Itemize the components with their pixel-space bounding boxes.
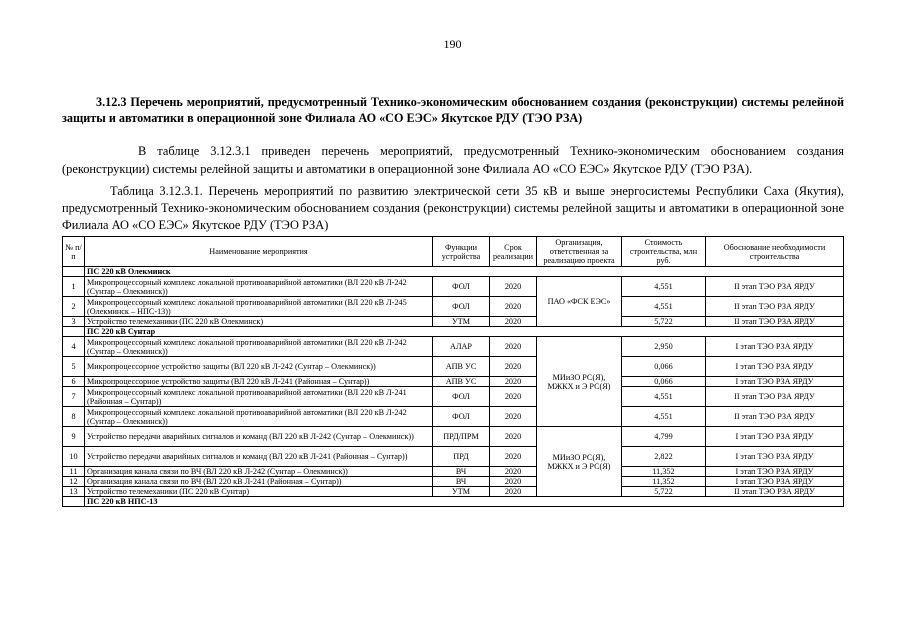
cell-num: 11 (63, 467, 85, 477)
table-row (63, 447, 844, 467)
cell-basis: I этап ТЭО РЗА ЯРДУ (706, 467, 844, 477)
intro-paragraph: В таблице 3.12.3.1 приведен перечень мероприятий, предусмотренный Технико-экономическим обоснованием создания (реконструкции) системы релейной защиты и автоматики в операционной зоне Филиала АО «СО ЕЭС» Якутское РДУ (ТЭО РЗА). (62, 144, 844, 176)
cell-num: 2 (63, 297, 85, 317)
table-row (63, 477, 844, 487)
cell-function: ВЧ (433, 467, 490, 477)
cell-function: АПВ УС (433, 357, 490, 377)
cell-function: ФОЛ (433, 387, 490, 407)
cell-name: Микропроцессорный комплекс локальной противоаварийной автоматики (ВЛ 220 кВ Л-242 (Сунтар – Олекминск)) (85, 277, 433, 297)
header-org: Организация, ответственная за реализацию проекта (537, 237, 622, 267)
cell-name: Микропроцессорный комплекс локальной противоаварийной автоматики (ВЛ 220 кВ Л-242 (Сунтар – Олекминск)) (85, 337, 433, 357)
cell-term: 2020 (490, 487, 537, 497)
cell-name: Микропроцессорное устройство защиты (ВЛ 220 кВ Л-241 (Районная – Сунтар)) (85, 377, 433, 387)
cell-num: 7 (63, 387, 85, 407)
cell-cost: 5,722 (622, 487, 706, 497)
table-row (63, 277, 844, 297)
cell-basis: I этап ТЭО РЗА ЯРДУ (706, 427, 844, 447)
header-num: № п/п (63, 237, 85, 267)
section-title: ПС 220 кВ Сунтар (85, 327, 844, 337)
cell-term: 2020 (490, 357, 537, 377)
cell-basis: II этап ТЭО РЗА ЯРДУ (706, 317, 844, 327)
cell-basis: I этап ТЭО РЗА ЯРДУ (706, 477, 844, 487)
cell-basis: II этап ТЭО РЗА ЯРДУ (706, 387, 844, 407)
table-row (63, 407, 844, 427)
section-row (63, 267, 844, 277)
cell-function: ФОЛ (433, 297, 490, 317)
section-row (63, 327, 844, 337)
cell-basis: II этап ТЭО РЗА ЯРДУ (706, 407, 844, 427)
table-row (63, 337, 844, 357)
cell-name: Устройство телемеханики (ПС 220 кВ Олекминск) (85, 317, 433, 327)
cell-cost: 0,066 (622, 377, 706, 387)
cell-basis: I этап ТЭО РЗА ЯРДУ (706, 337, 844, 357)
table-row (63, 297, 844, 317)
cell-cost: 11,352 (622, 477, 706, 487)
cell-term: 2020 (490, 297, 537, 317)
cell-function: УТМ (433, 487, 490, 497)
cell-cost: 2,950 (622, 337, 706, 357)
cell-cost: 4,551 (622, 387, 706, 407)
cell-cost: 5,722 (622, 317, 706, 327)
cell-name: Микропроцессорное устройство защиты (ВЛ 220 кВ Л-242 (Сунтар – Олекминск)) (85, 357, 433, 377)
cell-num: 4 (63, 337, 85, 357)
cell-function: ПРД (433, 447, 490, 467)
page-number: 190 (443, 37, 462, 51)
cell-cost: 11,352 (622, 467, 706, 477)
table-row (63, 377, 844, 387)
cell-function: ПРД/ПРМ (433, 427, 490, 447)
table-row (63, 467, 844, 477)
cell-term: 2020 (490, 277, 537, 297)
header-function: Функции устройства (433, 237, 490, 267)
cell-term: 2020 (490, 427, 537, 447)
table-caption: Таблица 3.12.3.1. Перечень мероприятий по развитию электрической сети 35 кВ и выше энергосистемы Республики Саха (Якутия), предусмотренный Технико-экономическим обоснованием создания (реконструкции) системы релейной защиты и автоматики в операционной зоне Филиала АО «СО ЕЭС» Якутское РДУ (ТЭО РЗА) (62, 184, 844, 232)
cell-cost: 4,551 (622, 407, 706, 427)
section-title: ПС 220 кВ Олекминск (85, 267, 844, 277)
cell-term: 2020 (490, 407, 537, 427)
cell-num: 10 (63, 447, 85, 467)
section-heading: 3.12.3 Перечень мероприятий, предусмотренный Технико-экономическим обоснованием создания (реконструкции) системы релейной защиты и автоматики в операционной зоне Филиала АО «СО ЕЭС» Якутское РДУ (ТЭО РЗА) (62, 95, 844, 125)
cell-term: 2020 (490, 447, 537, 467)
header-cost: Стоимость строительства, млн руб. (622, 237, 706, 267)
cell-org: ПАО «ФСК ЕЭС» (537, 277, 622, 327)
cell-function: ФОЛ (433, 407, 490, 427)
cell-basis: I этап ТЭО РЗА ЯРДУ (706, 377, 844, 387)
cell-term: 2020 (490, 467, 537, 477)
cell-function: АПВ УС (433, 377, 490, 387)
cell-name: Организация канала связи по ВЧ (ВЛ 220 кВ Л-242 (Сунтар – Олекминск)) (85, 467, 433, 477)
cell-cost: 4,551 (622, 297, 706, 317)
cell-num: 9 (63, 427, 85, 447)
cell-cost: 4,799 (622, 427, 706, 447)
header-name: Наименование мероприятия (85, 237, 433, 267)
cell-name: Устройство передачи аварийных сигналов и команд (ВЛ 220 кВ Л-241 (Районная – Сунтар)) (85, 447, 433, 467)
table-row (63, 387, 844, 407)
cell-function: УТМ (433, 317, 490, 327)
section-title: ПС 220 кВ НПС-13 (85, 497, 844, 507)
cell-num: 6 (63, 377, 85, 387)
table-header-row (63, 237, 844, 267)
cell-basis: II этап ТЭО РЗА ЯРДУ (706, 297, 844, 317)
measures-table (62, 236, 844, 507)
cell-cost: 0,066 (622, 357, 706, 377)
cell-function: АЛАР (433, 337, 490, 357)
cell-num: 3 (63, 317, 85, 327)
table-row (63, 357, 844, 377)
cell-num: 8 (63, 407, 85, 427)
cell-name: Микропроцессорный комплекс локальной противоаварийной автоматики (ВЛ 220 кВ Л-241 (Районная – Сунтар)) (85, 387, 433, 407)
table-row (63, 427, 844, 447)
cell-term: 2020 (490, 377, 537, 387)
cell-term: 2020 (490, 337, 537, 357)
cell-function: ФОЛ (433, 277, 490, 297)
cell-org: МИиЗО РС(Я), МЖКХ и Э РС(Я) (537, 427, 622, 497)
cell-num: 12 (63, 477, 85, 487)
cell-function: ВЧ (433, 477, 490, 487)
cell-cost: 4,551 (622, 277, 706, 297)
cell-basis: II этап ТЭО РЗА ЯРДУ (706, 487, 844, 497)
cell-name: Микропроцессорный комплекс локальной противоаварийной автоматики (ВЛ 220 кВ Л-245 (Олекминск – НПС-13)) (85, 297, 433, 317)
cell-num: 5 (63, 357, 85, 377)
cell-term: 2020 (490, 387, 537, 407)
header-term: Срок реализации (490, 237, 537, 267)
cell-num: 13 (63, 487, 85, 497)
cell-org: МИиЗО РС(Я), МЖКХ и Э РС(Я) (537, 337, 622, 427)
header-basis: Обоснование необходимости строительства (706, 237, 844, 267)
cell-num: 1 (63, 277, 85, 297)
cell-basis: II этап ТЭО РЗА ЯРДУ (706, 277, 844, 297)
section-row (63, 497, 844, 507)
cell-term: 2020 (490, 477, 537, 487)
cell-basis: I этап ТЭО РЗА ЯРДУ (706, 447, 844, 467)
table-row (63, 317, 844, 327)
cell-basis: I этап ТЭО РЗА ЯРДУ (706, 357, 844, 377)
cell-name: Микропроцессорный комплекс локальной противоаварийной автоматики (ВЛ 220 кВ Л-242 (Сунтар – Олекминск)) (85, 407, 433, 427)
cell-name: Организация канала связи по ВЧ (ВЛ 220 кВ Л-241 (Районная – Сунтар)) (85, 477, 433, 487)
table-row (63, 487, 844, 497)
cell-cost: 2,822 (622, 447, 706, 467)
cell-name: Устройство передачи аварийных сигналов и команд (ВЛ 220 кВ Л-242 (Сунтар – Олекминск)) (85, 427, 433, 447)
cell-term: 2020 (490, 317, 537, 327)
cell-name: Устройство телемеханики (ПС 220 кВ Сунтар) (85, 487, 433, 497)
